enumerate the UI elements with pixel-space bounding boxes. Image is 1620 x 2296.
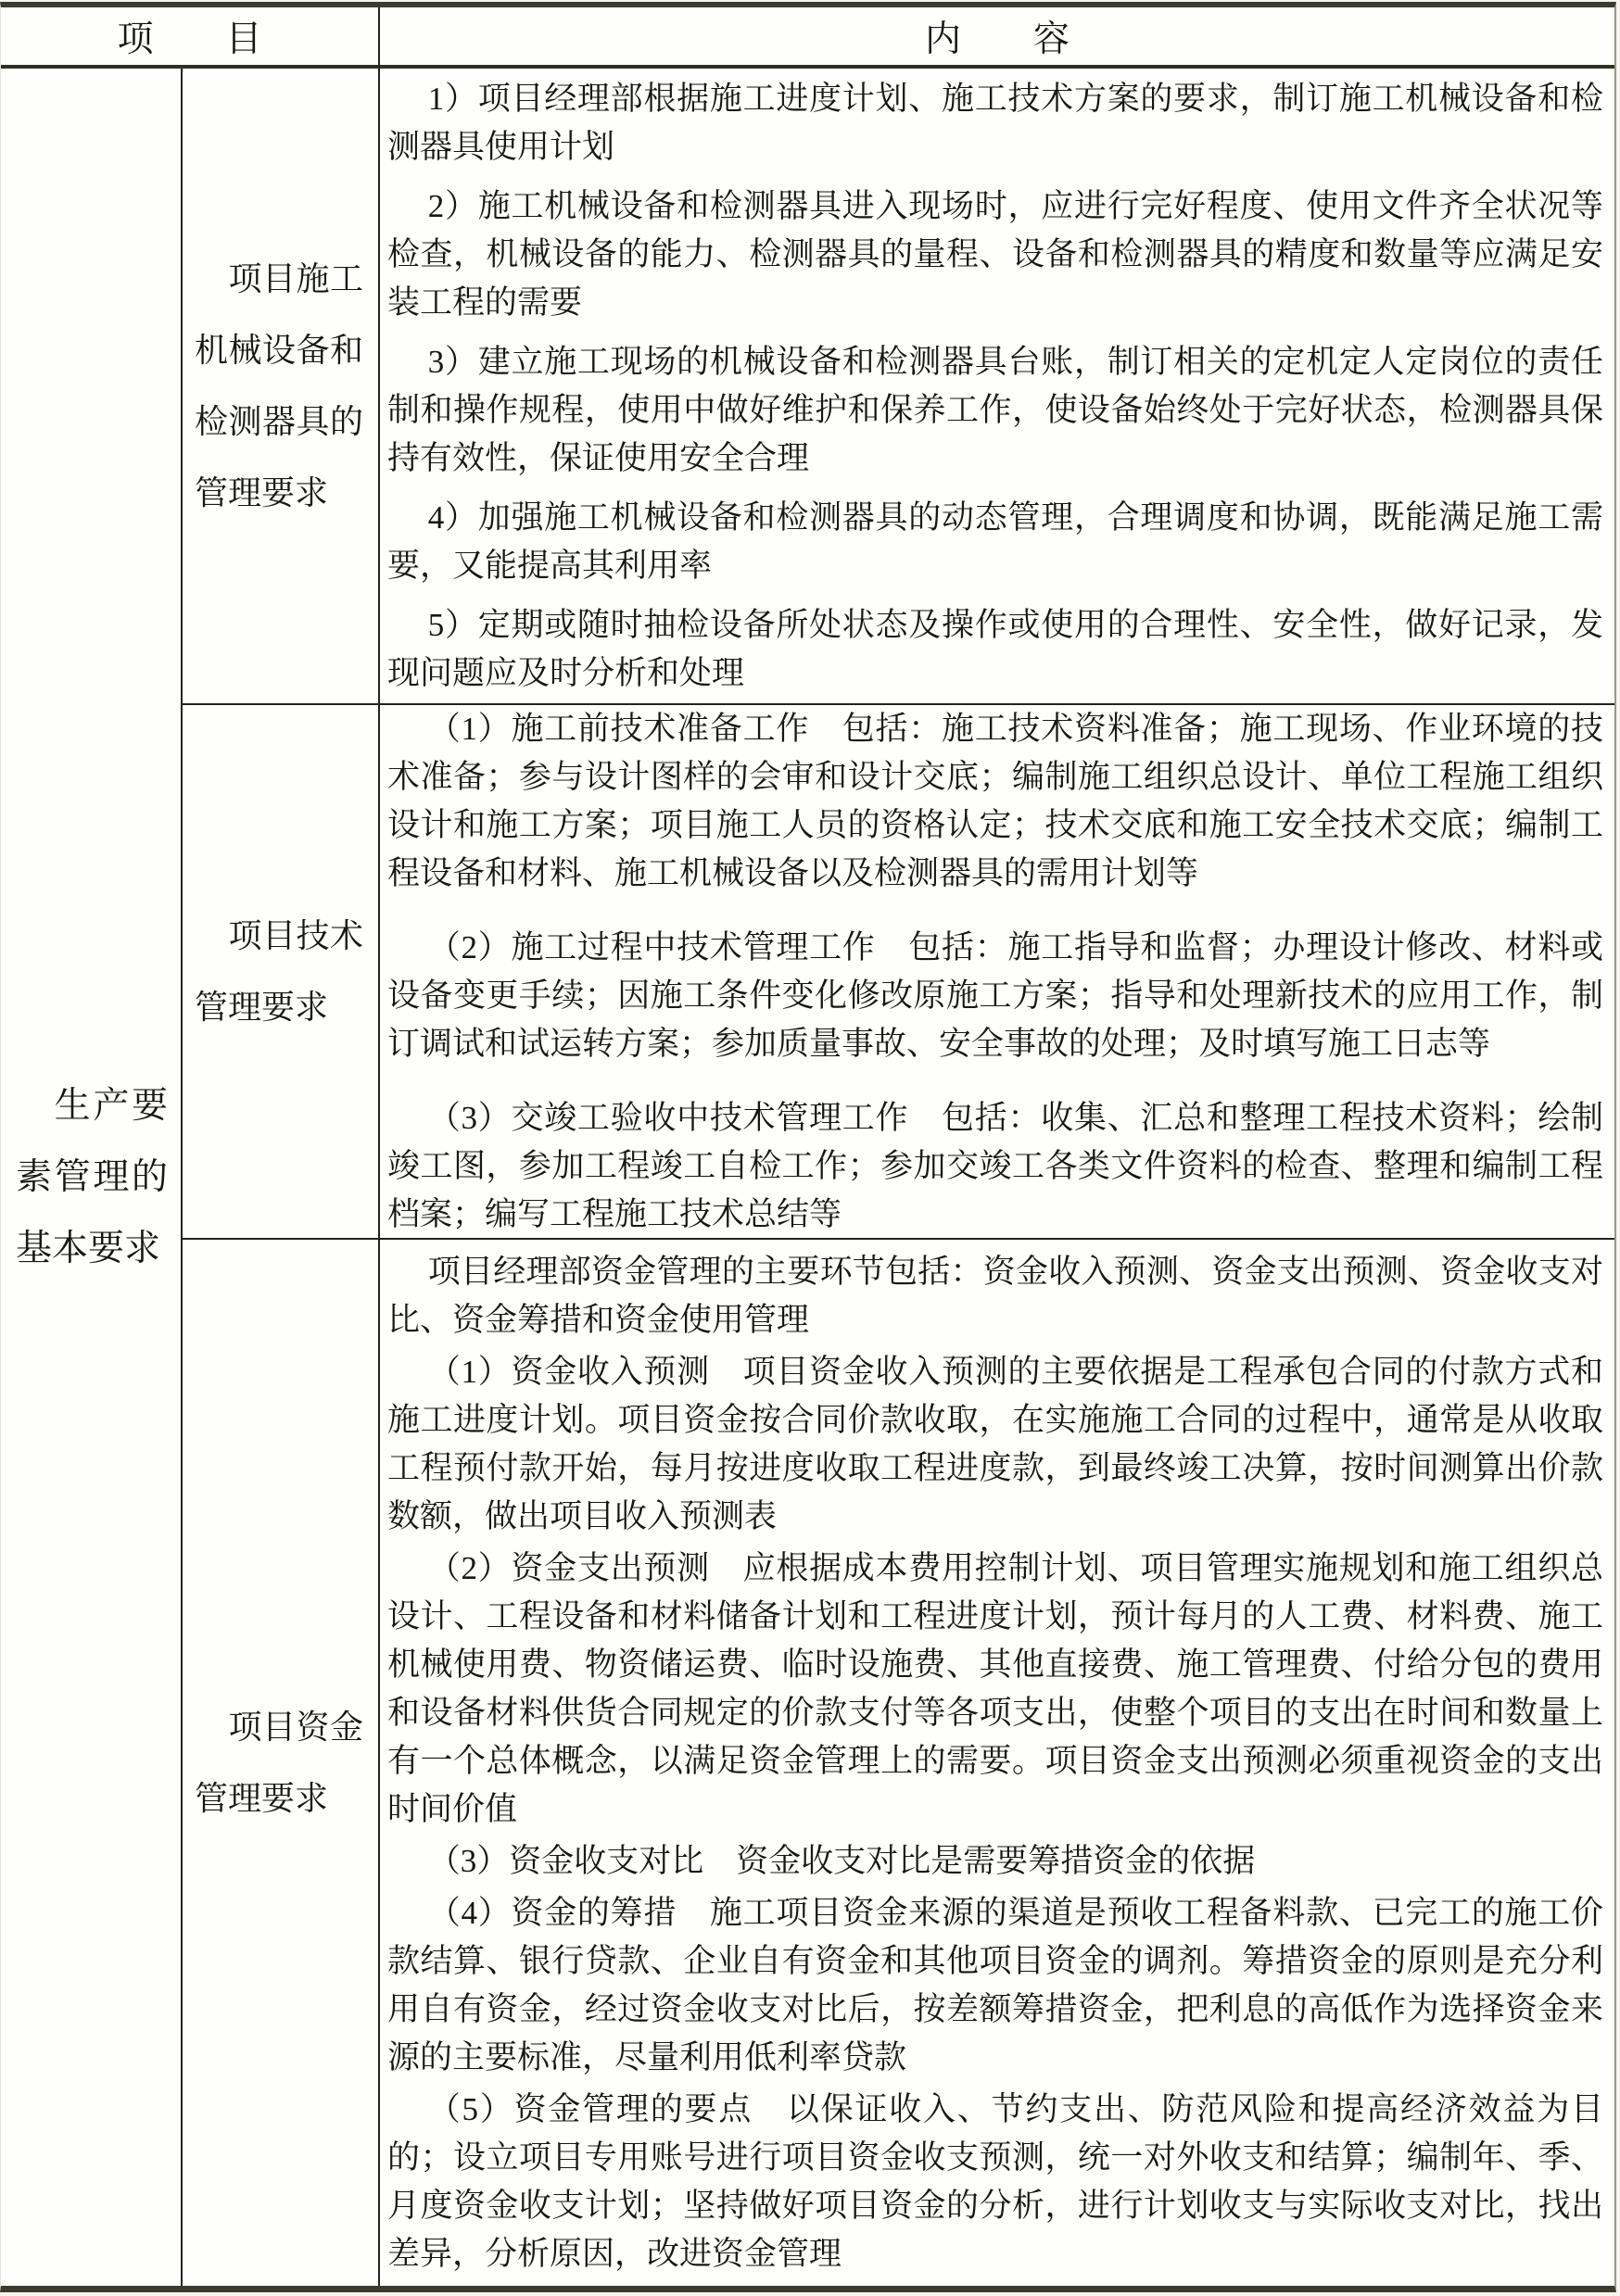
paragraph: 5）定期或随时抽检设备所处状态及操作或使用的合理性、安全性，做好记录，发现问题应及时分析和处理: [387, 606, 1603, 691]
label-line: 项目技术: [195, 916, 363, 954]
paragraph: （3）资金收支对比 资金收支对比是需要筹措资金的依据: [427, 1842, 1256, 1879]
label-line: 基本要求: [16, 1229, 161, 1268]
paragraph: （4）资金的筹措 施工项目资金来源的渠道是预收工程备料款、已完工的施工价款结算、银行贷款、企业自有资金和其他项目资金的调剂。筹措资金的原则是充分利用自有资金，经过资金收支对比后，按差额筹措资金，把利息的高低作为选择资金来源的主要标准，尽量利用低利率贷款: [387, 1894, 1603, 2075]
label-line: 项目施工: [195, 259, 363, 297]
content-cell-funds-management: [380, 1240, 1614, 2286]
paragraph: （2）资金支出预测 应根据成本费用控制计划、项目管理实施规划和施工组织总设计、工程设备和材料储备计划和工程进度计划，预计每月的人工费、材料费、施工机械使用费、物资储运费、临时设施费、其他直接费、施工管理费、付给分包的费用和设备材料供货合同规定的价款支付等各项支出，使整个项目的支出在时间和数量上有一个总体概念，以满足资金管理上的需要。项目资金支出预测必须重视资金的支出时间价值: [387, 1549, 1603, 1827]
paragraph: 2）施工机械设备和检测器具进入现场时，应进行完好程度、使用文件齐全状况等检查，机械设备的能力、检测器具的量程、设备和检测器具的精度和数量等应满足安装工程的需要: [387, 187, 1603, 321]
label-line: 素管理的: [16, 1157, 168, 1197]
paragraph: （1）资金收入预测 项目资金收入预测的主要依据是工程承包合同的付款方式和施工进度计划。项目资金按合同价款收取，在实施施工合同的过程中，通常是从收取工程预付款开始，每月按进度收取工程进度款，到最终竣工决算，按时间测算出价款数额，做出项目收入预测表: [387, 1353, 1603, 1534]
label-line: 检测器具的: [195, 402, 363, 440]
label-line: 机械设备和: [195, 331, 363, 369]
paragraph: （3）交竣工验收中技术管理工作 包括：收集、汇总和整理工程技术资料；绘制竣工图，参加工程竣工自检工作；参加交竣工各类文件资料的检查、整理和编制工程档案；编写工程施工技术总结等: [387, 1099, 1603, 1232]
content-cell-technical-management: [380, 705, 1614, 1240]
label-line: 管理要求: [195, 1779, 329, 1817]
paragraph: （2）施工过程中技术管理工作 包括：施工指导和监督；办理设计修改、材料或设备变更手续；因施工条件变化修改原施工方案；指导和处理新技术的应用工作，制订调试和试运转方案；参加质量事故、安全事故的处理；及时填写施工日志等: [387, 928, 1603, 1062]
paragraph: 1）项目经理部根据施工进度计划、施工技术方案的要求，制订施工机械设备和检测器具使用计划: [387, 80, 1603, 165]
row-label-funds-management: [183, 1240, 380, 2286]
paragraph: 4）加强施工机械设备和检测器具的动态管理，合理调度和协调，既能满足施工需要，又能提高其利用率: [387, 498, 1603, 584]
row-label-technical-management: [183, 705, 380, 1240]
content-cell-machinery-equipment: [380, 69, 1614, 705]
row-label-machinery-equipment: [183, 69, 380, 705]
header-content-label: 内 容: [924, 19, 1069, 59]
label-line: 生产要: [16, 1086, 168, 1126]
requirements-table: [0, 2, 1616, 2292]
paragraph: 3）建立施工现场的机械设备和检测器具台账，制订相关的定机定人定岗位的责任制和操作规程，使用中做好维护和保养工作，使设备始终处于完好状态，检测器具保持有效性，保证使用安全合理: [387, 343, 1603, 476]
header-cell-item: [1, 7, 380, 69]
paragraph: （1）施工前技术准备工作 包括：施工技术资料准备；施工现场、作业环境的技术准备；参与设计图样的会审和设计交底；编制施工组织总设计、单位工程施工组织设计和施工方案；项目施工人员的资格认定；技术交底和施工安全技术交底；编制工程设备和材料、施工机械设备以及检测器具的需用计划等: [387, 710, 1603, 891]
header-cell-content: [380, 7, 1614, 69]
label-line: 管理要求: [195, 988, 329, 1026]
label-line: 管理要求: [195, 473, 329, 511]
row-group-label-production-factors: [1, 69, 183, 2286]
header-item-label: 项 目: [117, 19, 262, 59]
label-line: 项目资金: [195, 1708, 363, 1746]
paragraph: （5）资金管理的要点 以保证收入、节约支出、防范风险和提高经济效益为目的；设立项目专用账号进行项目资金收支预测，统一对外收支和结算；编制年、季、月度资金收支计划；坚持做好项目资金的分析，进行计划收支与实际收支对比，找出差异，分析原因，改进资金管理: [387, 2090, 1603, 2272]
paragraph: 项目经理部资金管理的主要环节包括：资金收入预测、资金支出预测、资金收支对比、资金筹措和资金使用管理: [387, 1253, 1603, 1338]
